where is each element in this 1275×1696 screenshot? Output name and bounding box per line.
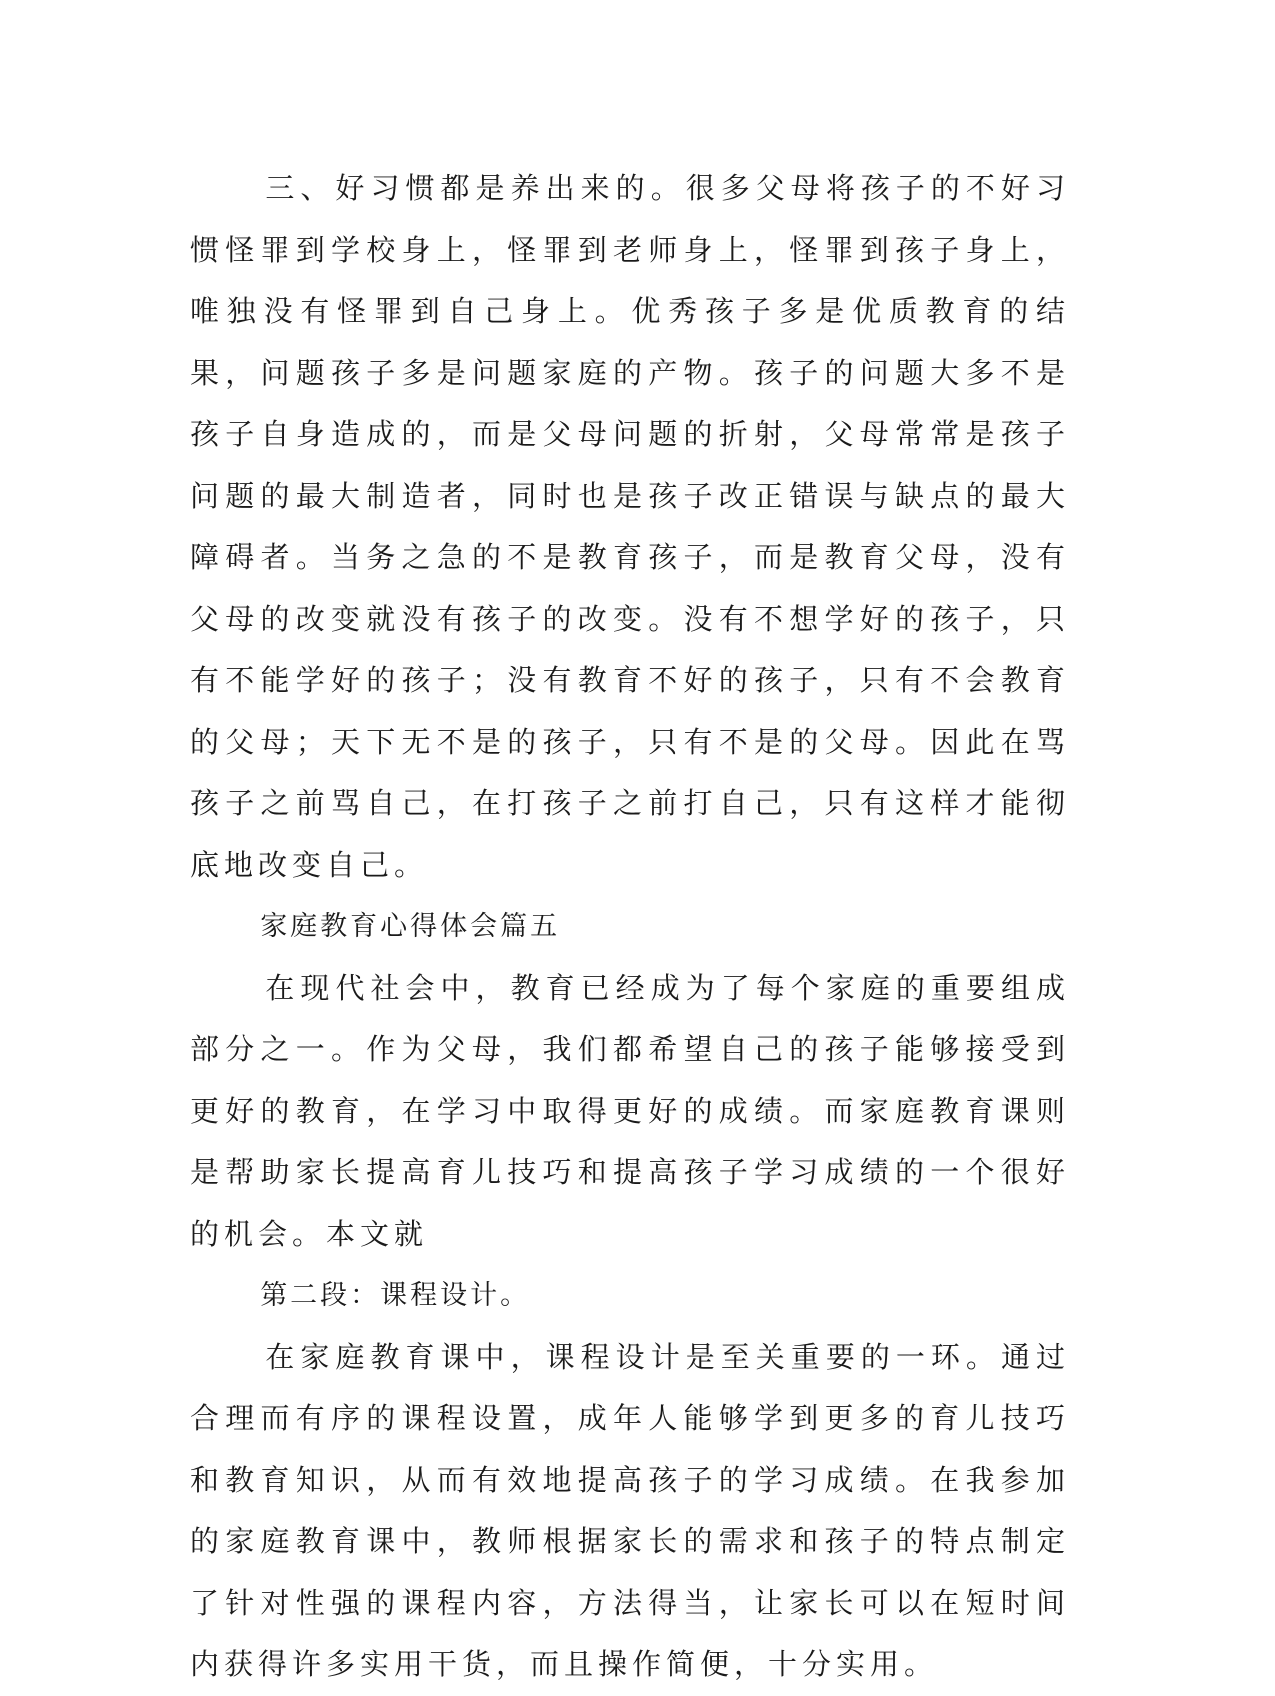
paragraph-course-design: 在家庭教育课中，课程设计是至关重要的一环。通过合理而有序的课程设置，成年人能够学到更多的育儿技巧和教育知识，从而有效地提高孩子的学习成绩。在我参加的家庭教育课中，教师根据家长的需求和孩子的特点制定了针对性强的课程内容，方法得当，让家长可以在短时间内获得许多实用干货，而且操作简便，十分实用。 (190, 1339, 1070, 1681)
section-heading-course-design: 第二段：课程设计。 (260, 1280, 531, 1311)
document-body (190, 158, 1070, 1696)
paragraph-modern-education: 在现代社会中，教育已经成为了每个家庭的重要组成部分之一。作为父母，我们都希望自己的孩子能够接受到更好的教育，在学习中取得更好的成绩。而家庭教育课则是帮助家长提高育儿技巧和提高孩子学习成绩的一个很好的机会。本文就 (190, 970, 1070, 1251)
paragraph-habits: 三、好习惯都是养出来的。很多父母将孩子的不好习惯怪罪到学校身上，怪罪到老师身上，怪罪到孩子身上，唯独没有怪罪到自己身上。优秀孩子多是优质教育的结果，问题孩子多是问题家庭的产物。孩子的问题大多不是孩子自身造成的，而是父母问题的折射，父母常常是孩子问题的最大制造者，同时也是孩子改正错误与缺点的最大障碍者。当务之急的不是教育孩子，而是教育父母，没有父母的改变就没有孩子的改变。没有不想学好的孩子，只有不能学好的孩子；没有教育不好的孩子，只有不会教育的父母；天下无不是的孩子，只有不是的父母。因此在骂孩子之前骂自己，在打孩子之前打自己，只有这样才能彻底地改变自己。 (190, 171, 1070, 882)
section-heading-part-five: 家庭教育心得体会篇五 (260, 911, 561, 942)
